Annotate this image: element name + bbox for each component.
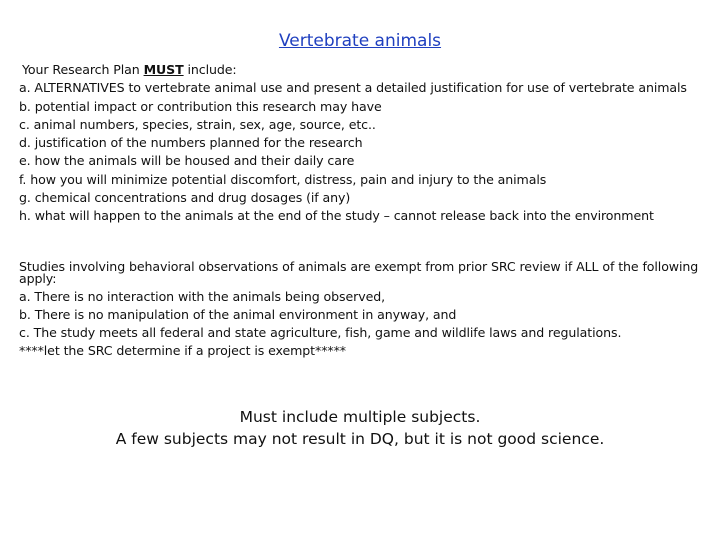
research-plan-intro [19, 61, 709, 79]
footer-line-2: A few subjects may not result in DQ, but it is not good science. [115, 430, 605, 448]
list-item: b. There is no manipulation of the animal environment in anyway, and [19, 307, 457, 322]
behavioral-intro: Studies involving behavioral observations of animals are exempt from prior SRC review if ALL of the following apply: [19, 259, 699, 286]
research-plan-section [19, 61, 709, 226]
list-item: h. what will happen to the animals at the end of the study – cannot release back into the environment [19, 208, 654, 224]
list-item: c. animal numbers, species, strain, sex, age, source, etc.. [19, 116, 376, 132]
footer-line-1: Must include multiple subjects. [239, 408, 481, 426]
footer-note [0, 406, 720, 450]
intro-text-after: include: [183, 62, 237, 77]
list-item: c. The study meets all federal and state agriculture, fish, game and wildlife laws and regulations. [19, 325, 622, 340]
page-title[interactable]: Vertebrate animals [278, 31, 442, 51]
list-item: b. potential impact or contribution this research may have [19, 98, 382, 114]
list-item: a. There is no interaction with the animals being observed, [19, 289, 386, 304]
list-item: a. ALTERNATIVES to vertebrate animal use and present a detailed justification for use of vertebrate animals [19, 80, 687, 96]
behavioral-exemption-section [19, 261, 709, 360]
exempt-note: ****let the SRC determine if a project is exempt***** [19, 343, 347, 358]
list-item: d. justification of the numbers planned for the research [19, 135, 363, 151]
list-item: f. how you will minimize potential discomfort, distress, pain and injury to the animals [19, 171, 547, 187]
list-item: e. how the animals will be housed and their daily care [19, 153, 355, 169]
must-emphasis: MUST [143, 62, 184, 77]
list-item: g. chemical concentrations and drug dosages (if any) [19, 190, 351, 206]
intro-text-before: Your Research Plan [22, 62, 144, 77]
